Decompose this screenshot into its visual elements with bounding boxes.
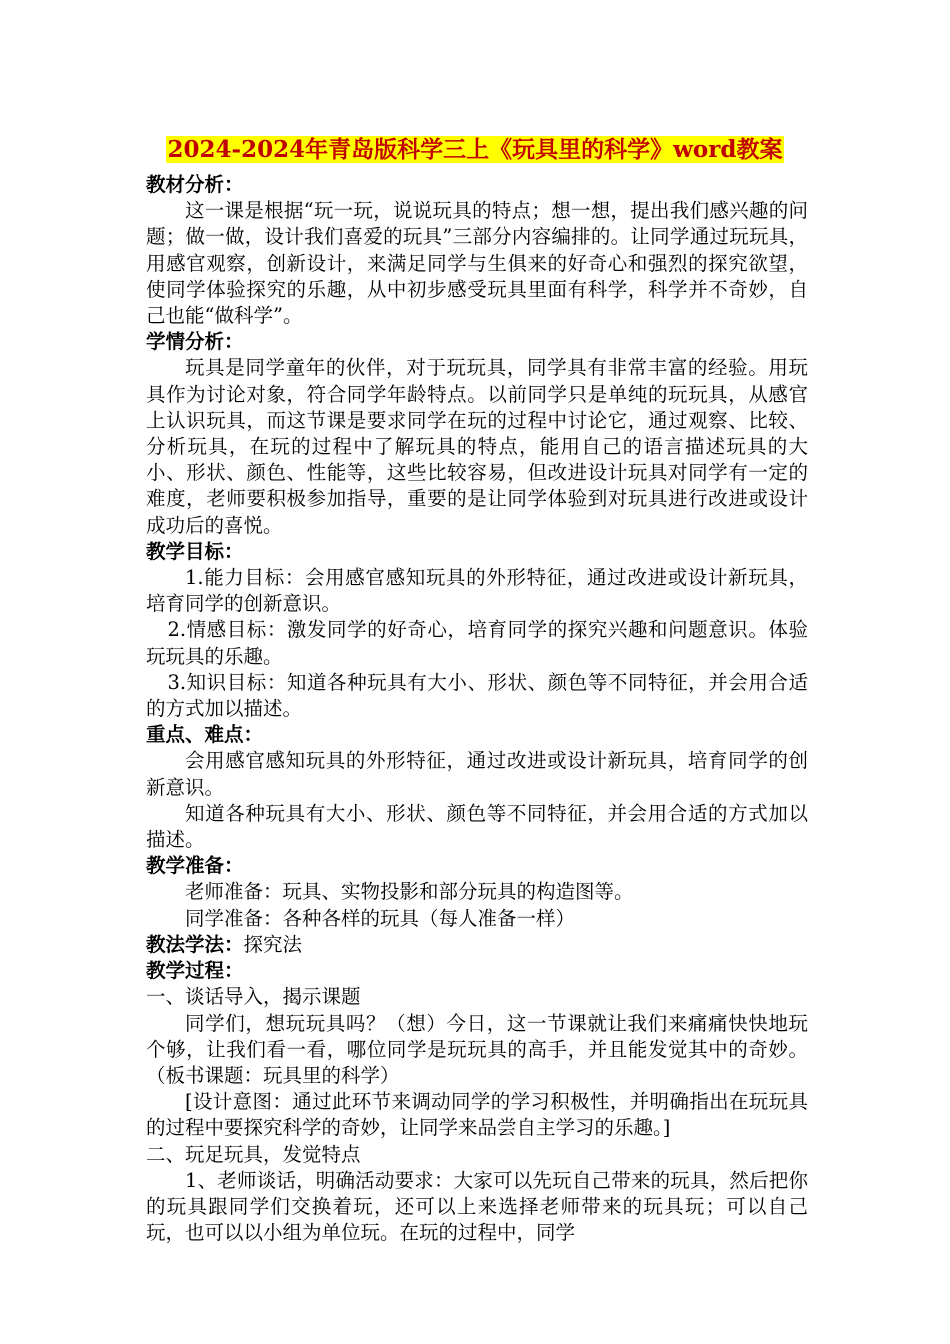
document-body <box>146 172 808 1246</box>
keypoint-paragraph-1: 会用感官感知玩具的外形特征，通过改进或设计新玩具，培育同学的创新意识。 <box>146 749 808 799</box>
section-heading-process: 教学过程： <box>146 959 244 983</box>
section-heading-keypoints: 重点、难点： <box>146 723 264 747</box>
material-paragraph: 这一课是根据“玩一玩，说说玩具的特点；想一想，提出我们感兴趣的问题；做一做，设计我们喜爱的玩具”三部分内容编排的。让同学通过玩玩具，用感官观察，创新设计，来满足同学与生俱来的好奇心和强烈的探究欲望，使同学体验探究的乐趣，从中初步感受玩具里面有科学，科学并不奇妙，自己也能“做科学”。 <box>146 199 808 328</box>
section-heading-material: 教材分析： <box>146 173 244 196</box>
process-step-1-design-note: [设计意图：通过此环节来调动同学的学习积极性，并明确指出在玩玩具的过程中要探究科学的奇妙，让同学来品尝自主学习的乐趣。] <box>146 1090 808 1140</box>
method-text: 探究法 <box>243 932 303 956</box>
prep-student: 同学准备：各种各样的玩具（每人准备一样） <box>185 906 576 930</box>
keypoint-paragraph-2: 知道各种玩具有大小、形状、颜色等不同特征，并会用合适的方式加以描述。 <box>146 801 808 852</box>
document-title-text: 2024-2024年青岛版科学三上《玩具里的科学》word教案 <box>167 136 783 163</box>
prep-teacher: 老师准备：玩具、实物投影和部分玩具的构造图等。 <box>185 880 634 904</box>
section-heading-learner: 学情分析： <box>146 330 244 354</box>
document-title <box>0 134 950 166</box>
section-heading-goals: 教学目标： <box>146 539 244 563</box>
learner-paragraph: 玩具是同学童年的伙伴，对于玩玩具，同学具有非常丰富的经验。用玩具作为讨论对象，符合同学年龄特点。以前同学只是单纯的玩玩具，从感官上认识玩具，而这节课是要求同学在玩的过程中讨论它，通过观察、比较、分析玩具，在玩的过程中了解玩具的特点，能用自己的语言描述玩具的大小、形状、颜色、性能等，这些比较容易，但改进设计玩具对同学有一定的难度，老师要积极参加指导，重要的是让同学体验到对玩具进行改进或设计成功后的喜悦。 <box>146 356 808 537</box>
goal-ability: 1.能力目标：会用感官感知玩具的外形特征，通过改进或设计新玩具，培育同学的创新意识。 <box>146 566 808 616</box>
process-step-1-paragraph: 同学们，想玩玩具吗？（想）今日，这一节课就让我们来痛痛快快地玩个够，让我们看一看，哪位同学是玩玩具的高手，并且能发觉其中的奇妙。（板书课题：玩具里的科学） <box>146 1011 808 1087</box>
section-heading-prep: 教学准备： <box>146 854 244 878</box>
goal-emotion: 2.情感目标：激发同学的好奇心，培育同学的探究兴趣和问题意识。体验玩玩具的乐趣。 <box>146 618 808 668</box>
process-step-2-title: 二、玩足玩具，发觉特点 <box>146 1142 361 1166</box>
goal-knowledge: 3.知识目标：知道各种玩具有大小、形状、颜色等不同特征，并会用合适的方式加以描述。 <box>146 670 808 721</box>
process-step-1-title: 一、谈话导入，揭示课题 <box>146 985 361 1009</box>
section-heading-method: 教法学法： <box>146 932 244 956</box>
process-step-2-paragraph: 1、老师谈话，明确活动要求：大家可以先玩自己带来的玩具，然后把你的玩具跟同学们交换着玩，还可以上来选择老师带来的玩具玩；可以自己玩，也可以以小组为单位玩。在玩的过程中，同学 <box>146 1168 808 1245</box>
method-line <box>146 932 808 958</box>
